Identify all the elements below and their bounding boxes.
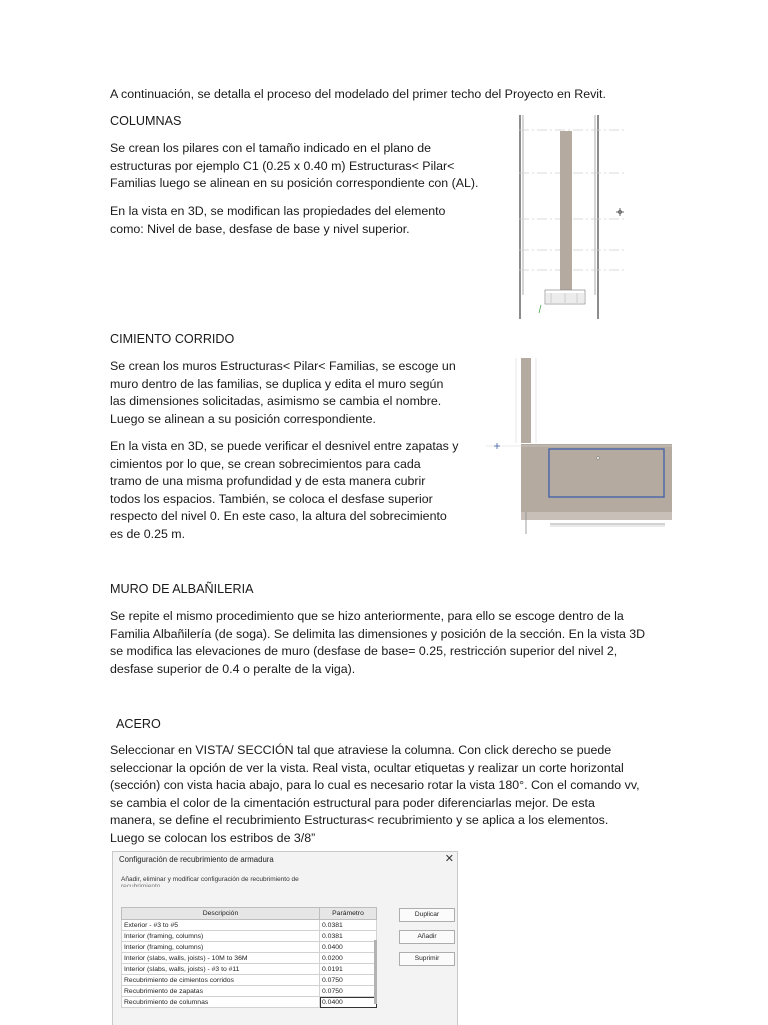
columnas-paragraph-2 xyxy=(110,203,445,238)
text-line: respecto del nivel 0. En este caso, la altura del sobrecimiento xyxy=(110,509,447,524)
cimiento-heading: CIMIENTO CORRIDO xyxy=(110,332,235,346)
row-value[interactable]: 0.0400 xyxy=(320,942,377,953)
cimiento-paragraph-2 xyxy=(110,438,459,544)
row-description: Recubrimiento de columnas xyxy=(122,997,320,1008)
text-line: desfase superior de 0.4 o peralte de la viga). xyxy=(110,661,356,676)
dialog-subtitle-cut: recubrimiento xyxy=(121,883,161,887)
text-line: Familia Albañilería (de soga). Se delimita las dimensiones y posición de la sección. En la vista 3D xyxy=(110,626,646,641)
row-value[interactable]: 0.0750 xyxy=(320,986,377,997)
row-description: Interior (framing, columns) xyxy=(122,931,320,942)
text-line: Luego se alinean a su posición correspondiente. xyxy=(110,411,376,426)
row-description: Exterior - #3 to #5 xyxy=(122,920,320,931)
text-line: En la vista en 3D, se modifican las propiedades del elemento xyxy=(110,204,446,218)
table-row[interactable] xyxy=(122,920,377,931)
text-line: es de 0.25 m. xyxy=(110,526,186,541)
text-line: Luego se colocan los estribos de 3/8” xyxy=(110,830,316,845)
row-description: Interior (slabs, walls, joists) - 10M to 36M xyxy=(122,953,320,964)
row-description: Recubrimiento de zapatas xyxy=(122,986,320,997)
foundation-view-drawing xyxy=(480,358,672,536)
text-line: (sección) con vista hacia abajo, para lo cual es necesario rotar la vista 180°. Con el comando vv, xyxy=(110,778,640,793)
columnas-paragraph-1 xyxy=(110,140,479,193)
text-line: Se repite el mismo procedimiento que se hizo anteriormente, para ello se escoge dentro de la xyxy=(110,609,624,623)
duplicate-button[interactable]: Duplicar xyxy=(399,908,455,922)
text-line: Seleccionar en VISTA/ SECCIÓN tal que atraviese la columna. Con click derecho se puede xyxy=(110,743,612,757)
row-description: Recubrimiento de cimientos corridos xyxy=(122,975,320,986)
text-line: se modifica las elevaciones de muro (desfase de base= 0.25, restricción superior del nivel 2, xyxy=(110,644,618,659)
dialog-subtitle: Añadir, eliminar y modificar configuración de recubrimiento de xyxy=(121,876,299,883)
column-header-parameter: Parámetro xyxy=(320,908,377,920)
acero-heading: ACERO xyxy=(116,717,161,731)
row-value[interactable]: 0.0191 xyxy=(320,964,377,975)
table-row[interactable] xyxy=(122,942,377,953)
row-value[interactable]: 0.0200 xyxy=(320,953,377,964)
column-elevation-drawing xyxy=(519,115,627,319)
plus-cursor-icon xyxy=(494,443,500,449)
row-value[interactable]: 0.0381 xyxy=(320,931,377,942)
row-value[interactable]: 0.0750 xyxy=(320,975,377,986)
rebar-cover-settings-dialog xyxy=(112,851,458,1025)
text-line: En la vista en 3D, se puede verificar el desnivel entre zapatas y xyxy=(110,439,459,453)
acero-paragraph-1 xyxy=(110,742,640,848)
muro-paragraph-1 xyxy=(110,608,645,678)
text-line: estructuras por ejemplo C1 (0.25 x 0.40 m) Estructuras< Pilar< xyxy=(110,158,455,173)
table-row[interactable] xyxy=(122,986,377,997)
row-value[interactable]: 0.0381 xyxy=(320,920,377,931)
table-row[interactable] xyxy=(122,964,377,975)
delete-button[interactable]: Suprimir xyxy=(399,952,455,966)
column-header-description: Descripción xyxy=(122,908,320,920)
cover-settings-table xyxy=(121,907,377,1008)
text-line: manera, se define el recubrimiento Estructuras< recubrimiento y se aplica a los elementos. xyxy=(110,813,609,828)
text-line: como: Nivel de base, desfase de base y nivel superior. xyxy=(110,221,410,236)
columnas-heading: COLUMNAS xyxy=(110,114,182,128)
text-line: Se crean los muros Estructuras< Pilar< Familias, se escoge un xyxy=(110,359,456,373)
text-line: se cambia el color de la cimentación estructural para poder diferenciarlas mejor. De esta xyxy=(110,795,595,810)
text-line: tramo de una misma profundidad y de esta manera cubrir xyxy=(110,474,426,489)
foundation-view-figure xyxy=(480,358,672,536)
text-line: Familias luego se alinean en su posición correspondiente con (AL). xyxy=(110,176,479,191)
row-description: Interior (slabs, walls, joists) - #3 to #11 xyxy=(122,964,320,975)
muro-heading: MURO DE ALBAÑILERIA xyxy=(110,582,254,596)
cimiento-paragraph-1 xyxy=(110,358,456,428)
text-line: todos los espacios. También, se coloca el desfase superior xyxy=(110,491,433,506)
intro-paragraph: A continuación, se detalla el proceso del modelado del primer techo del Proyecto en Revit. xyxy=(110,87,606,101)
text-line: cimientos por lo que, se crean sobrecimientos para cada xyxy=(110,456,421,471)
text-line: las dimensiones solicitadas, asimismo se cambia el nombre. xyxy=(110,394,442,409)
move-cursor-icon xyxy=(616,208,624,216)
close-icon[interactable]: ✕ xyxy=(444,853,454,865)
text-line: Se crean los pilares con el tamaño indicado en el plano de xyxy=(110,141,431,155)
table-row[interactable] xyxy=(122,997,377,1008)
column-elevation-figure xyxy=(519,115,627,319)
row-value-selected[interactable]: 0.0400 xyxy=(320,997,377,1008)
table-scrollbar[interactable] xyxy=(374,940,377,1004)
table-row[interactable] xyxy=(122,931,377,942)
dialog-title: Configuración de recubrimiento de armadura xyxy=(119,855,274,864)
row-description: Interior (framing, columns) xyxy=(122,942,320,953)
text-line: muro dentro de las familias, se duplica y edita el muro según xyxy=(110,376,444,391)
add-button[interactable]: Añadir xyxy=(399,930,455,944)
table-row[interactable] xyxy=(122,953,377,964)
text-line: seleccionar la opción de ver la vista. Real vista, ocultar etiquetas y realizar un corte horizontal xyxy=(110,760,624,775)
table-row[interactable] xyxy=(122,975,377,986)
